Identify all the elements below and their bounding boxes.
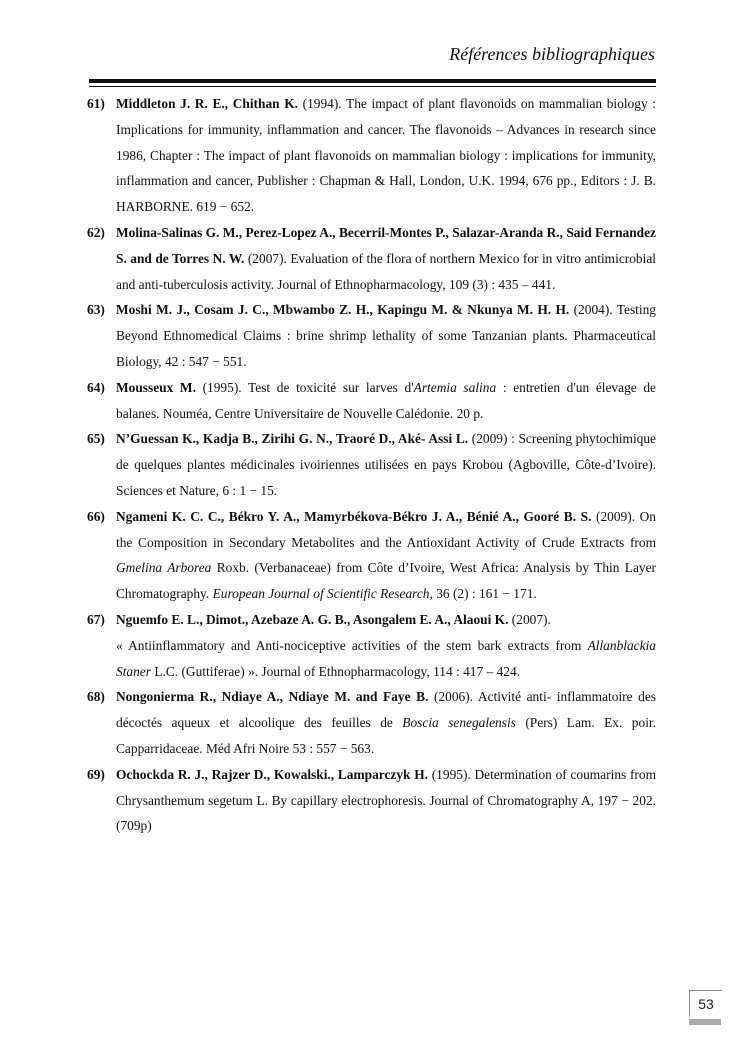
reference-text: (2007).: [508, 611, 551, 627]
reference-entry: [87, 297, 656, 374]
reference-authors: N’Guessan K., Kadja B., Zirihi G. N., Traoré D., Aké- Assi L.: [116, 431, 469, 447]
reference-text: : entretien d'un élevage de balanes. Nouméa, Centre Universitaire de Nouvelle Calédonie. 20 p.: [116, 379, 656, 421]
reference-number: 69): [87, 766, 105, 782]
reference-entry: [87, 762, 656, 839]
reference-italic-text: Artemia salina: [413, 379, 497, 395]
reference-text: 36 (2) : 161 − 171.: [432, 586, 537, 602]
reference-italic-text: European Journal of Scientific Research,: [212, 586, 433, 602]
reference-authors: Ngameni K. C. C., Békro Y. A., Mamyrbékova-Békro J. A., Bénié A., Gooré B. S.: [116, 508, 592, 524]
reference-authors: Ochockda R. J., Rajzer D., Kowalski., Lamparczyk H.: [116, 766, 428, 782]
reference-entry: [87, 375, 656, 427]
reference-number: 62): [87, 224, 105, 240]
reference-authors: Molina-Salinas G. M., Perez-Lopez A., Becerril-Montes P., Salazar-Aranda R., Said Fernandez S. and de Torres N. W.: [116, 224, 656, 266]
reference-authors: Mousseux M.: [116, 379, 196, 395]
reference-text: (2009) : Screening phytochimique de quelques plantes médicinales ivoiriennes utilisées en pays Krobou (Agboville, Côte-d’Ivoire). Sciences et Nature, 6 : 1 − 15.: [116, 431, 656, 498]
reference-authors: Nongonierma R., Ndiaye A., Ndiaye M. and Faye B.: [116, 689, 429, 705]
reference-text: (2004). Testing Beyond Ethnomedical Claims : brine shrimp lethality of some Tanzanian plants. Pharmaceutical Biology, 42 : 547 − 551.: [116, 302, 656, 369]
reference-italic-text: Boscia senegalensis: [402, 715, 516, 731]
page-number: 53: [689, 990, 722, 1017]
reference-text: (1995). Test de toxicité sur larves d': [195, 379, 414, 395]
reference-list: [87, 91, 656, 839]
reference-number: 63): [87, 302, 105, 318]
reference-entry: [87, 684, 656, 761]
reference-entry: [87, 220, 656, 297]
reference-authors: Nguemfo E. L., Dimot., Azebaze A. G. B., Asongalem E. A., Alaoui K.: [116, 611, 509, 627]
reference-number: 61): [87, 96, 105, 111]
page-header-title: Références bibliographiques: [449, 44, 655, 64]
page-number-bar: [689, 1019, 721, 1025]
reference-text: (2006). Activité anti- inflammatoire des décoctés aqueux et alcoolique des feuilles de: [116, 689, 657, 731]
reference-authors: Middleton J. R. E., Chithan K.: [116, 96, 298, 111]
reference-text: (1994). The impact of plant flavonoids on mammalian biology : Implications for immunity, inflammation and cancer. The flavonoids – Advances in research since 1986, Chapter : The impact of plant flavonoids on mammalian biology : implications for immunity, inflammation and cancer, Publisher : Chapman & Hall, London, U.K. 1994, 676 pp., Editors : J. B. HARBORNE. 619 − 652.: [116, 96, 656, 215]
reference-number: 67): [87, 611, 105, 627]
reference-italic-text: Gmelina Arborea: [116, 560, 212, 576]
header-rule-thin: [89, 86, 656, 87]
reference-text: (Pers) Lam. Ex. poir. Capparridaceae. Méd Afri Noire 53 : 557 − 563.: [116, 715, 656, 756]
reference-number: 65): [87, 431, 105, 447]
reference-authors: Moshi M. J., Cosam J. C., Mbwambo Z. H., Kapingu M. & Nkunya M. H. H.: [116, 302, 570, 318]
reference-entry: [87, 91, 656, 220]
reference-entry: [87, 504, 656, 607]
reference-text: L.C. (Guttiferae) ». Journal of Ethnopharmacology, 114 : 417 – 424.: [150, 663, 520, 679]
reference-text: « Antiinflammatory and Anti-nociceptive activities of the stem bark extracts from: [116, 637, 588, 653]
reference-number: 66): [87, 508, 105, 524]
reference-text: Roxb. (Verbanaceae) from Côte d’Ivoire, West Africa: Analysis by Thin Layer Chromatography.: [116, 560, 656, 602]
reference-number: 68): [87, 689, 105, 705]
header-rule-thick: [89, 79, 656, 83]
reference-italic-text: Allanblackia Staner: [116, 637, 656, 679]
reference-text: (2007). Evaluation of the flora of northern Mexico for in vitro antimicrobial and anti-tuberculosis activity. Journal of Ethnopharmacology, 109 (3) : 435 – 441.: [116, 250, 656, 292]
reference-text: (2009). On the Composition in Secondary Metabolites and the Antioxidant Activity of Crude Extracts from: [116, 508, 656, 550]
reference-text: (1995). Determination of coumarins from Chrysanthemum segetum L. By capillary electrophoresis. Journal of Chromatography A, 197 − 202. (709p): [116, 766, 656, 834]
reference-entry: [87, 426, 656, 503]
reference-entry: [87, 607, 656, 684]
reference-number: 64): [87, 379, 105, 395]
